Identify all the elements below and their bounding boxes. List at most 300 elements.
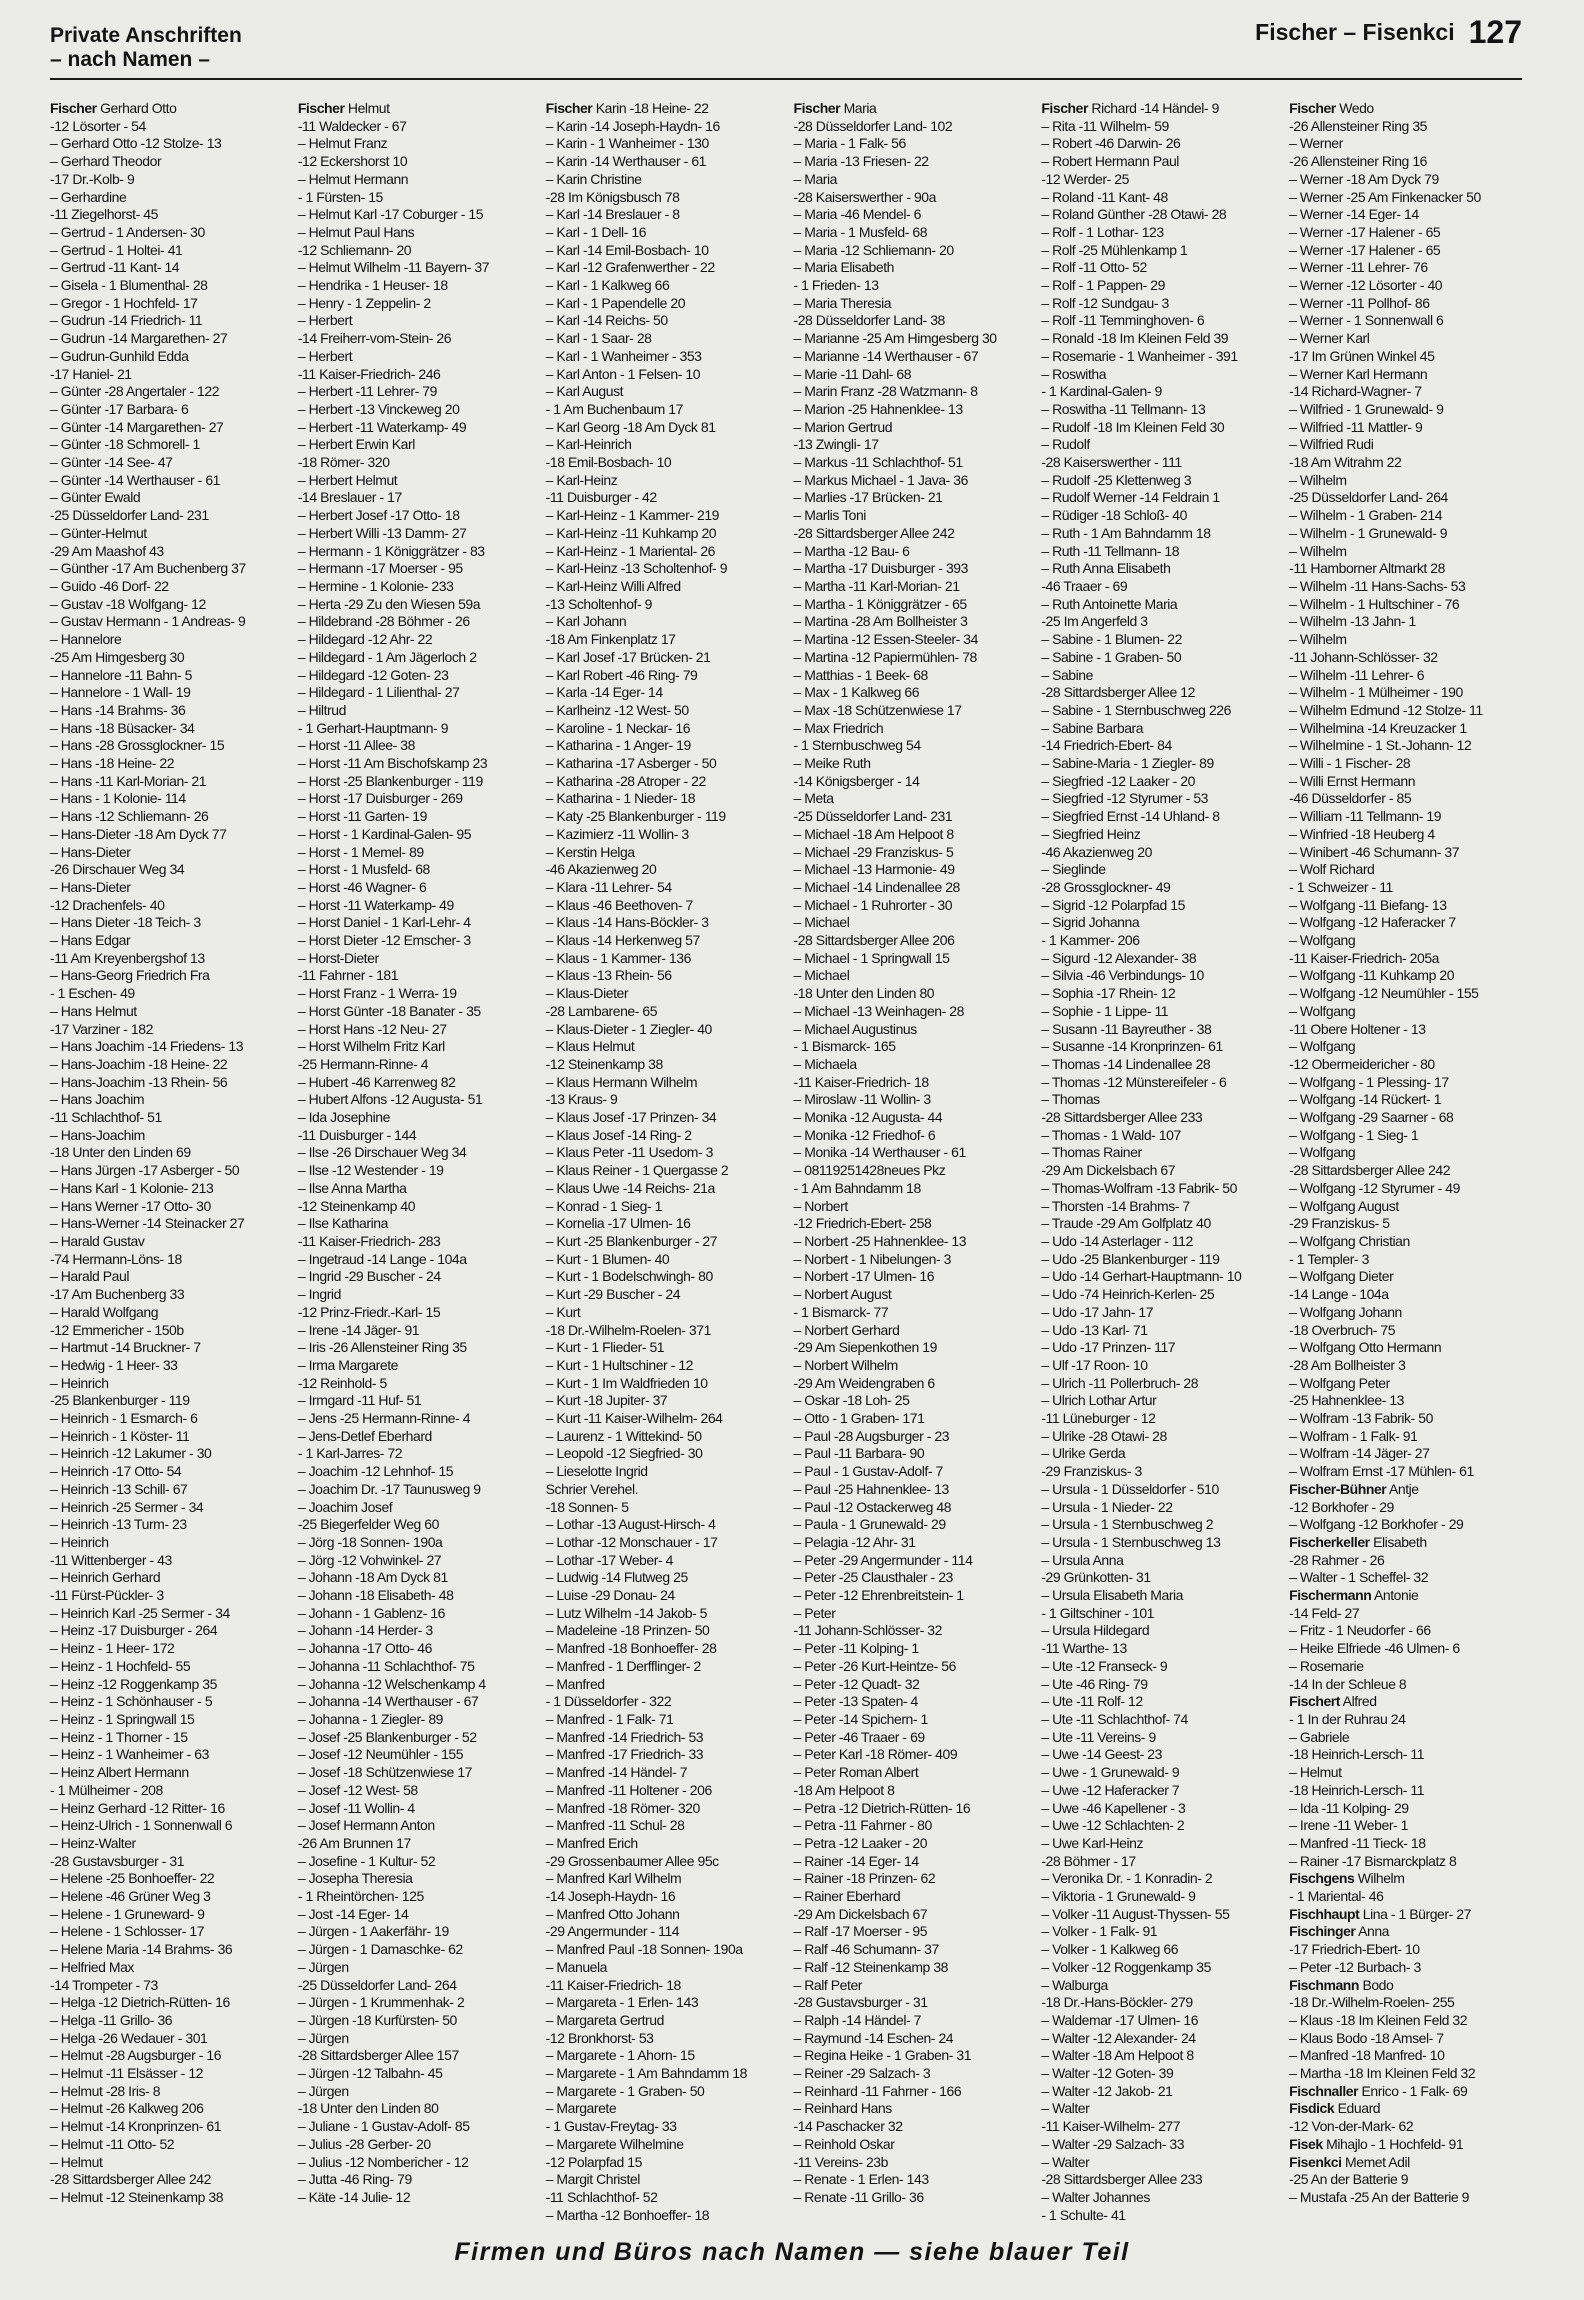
directory-entry: -29 Am Dickelsbach 67	[1041, 1162, 1176, 1179]
directory-entry: – Karl-Heinz -11 Kuhkamp 20	[545, 524, 717, 541]
directory-entry: – Wilhelm -11 Lehrer- 6	[1289, 666, 1425, 683]
directory-entry: -11 Duisburger - 144	[297, 1126, 417, 1143]
directory-entry: – Werner -12 Lösorter - 40	[1289, 277, 1443, 294]
directory-entry: – Petra -11 Fahrner - 80	[793, 1817, 932, 1834]
directory-entry: – Helmut -28 Augsburger - 16	[50, 2047, 222, 2064]
directory-entry: -11 Vereins- 23b	[793, 2153, 888, 2170]
directory-entry: – Walter -29 Salzach- 33	[1041, 2135, 1185, 2152]
directory-entry: – Manfred -14 Händel- 7	[545, 1764, 688, 1781]
directory-entry: – Harald Wolfgang	[50, 1303, 159, 1320]
directory-entry: – Lieselotte Ingrid	[545, 1463, 648, 1480]
directory-entry: – Martha -12 Bonhoeffer- 18	[545, 2206, 710, 2223]
directory-entry: – Margarete - 1 Graben- 50	[545, 2082, 705, 2099]
directory-entry: – Lothar -17 Weber- 4	[545, 1551, 673, 1568]
directory-entry: -18 Römer- 320	[297, 454, 390, 471]
directory-entry: -11 Kaiser-Friedrich- 246	[297, 365, 441, 382]
directory-entry: – Heinz Albert Hermann	[50, 1764, 189, 1781]
directory-entry: – Hans Joachim -14 Friedens- 13	[50, 1038, 244, 1055]
directory-entry: – Werner -18 Am Dyck 79	[1289, 170, 1439, 187]
directory-entry: - 1 Am Bahndamm 18	[793, 1179, 921, 1196]
directory-entry: – Karl Georg -18 Am Dyck 81	[545, 418, 716, 435]
directory-entry: – Karl - 1 Kalkweg 66	[545, 277, 670, 294]
directory-entry: – Udo -14 Asterlager - 112	[1041, 1233, 1193, 1249]
directory-entry: – Gregor - 1 Hochfeld- 17	[50, 294, 198, 311]
directory-entry: Fisek Mihajlo - 1 Hochfeld- 91	[1289, 2135, 1464, 2152]
directory-entry: – Ute -11 Schlachthof- 74	[1041, 1710, 1188, 1727]
directory-entry: - 1 Gustav-Freytag- 33	[545, 2118, 677, 2135]
directory-entry: – Martha -11 Karl-Morian- 21	[793, 577, 960, 594]
directory-entry: – Siegfried -12 Styrumer - 53	[1041, 790, 1209, 807]
directory-entry: – Horst Günter -18 Banater - 35	[297, 1002, 481, 1019]
directory-entry: -14 Joseph-Haydn- 16	[545, 1888, 676, 1905]
directory-entry: – Hildegard - 1 Lilienthal- 27	[297, 684, 460, 701]
directory-entry: – Karl-Heinz Willi Alfred	[545, 577, 681, 594]
directory-entry: – Klaus Peter -11 Usedom- 3	[545, 1144, 713, 1161]
directory-entry: – Manuela	[545, 1958, 607, 1975]
directory-entry: – Wilhelmina -14 Kreuzacker 1	[1289, 719, 1467, 736]
directory-entry: – Wolfgang Dieter	[1289, 1268, 1394, 1285]
directory-entry: – Uwe -14 Geest- 23	[1041, 1746, 1162, 1763]
directory-entry: – Harald Gustav	[50, 1233, 145, 1249]
directory-entry: – Siegfried Heinz	[1041, 825, 1141, 842]
directory-entry: – Karin -14 Werthauser - 61	[545, 153, 706, 170]
directory-entry: – Hans-Joachim -13 Rhein- 56	[50, 1073, 228, 1090]
directory-entry: – Manfred -18 Manfred- 10	[1289, 2047, 1445, 2064]
directory-entry: -28 Sittardsberger Allee 233	[1041, 1109, 1203, 1126]
directory-entry: – Wilhelm -11 Hans-Sachs- 53	[1289, 577, 1466, 594]
directory-entry: – Heinz -17 Duisburger - 264	[50, 1622, 218, 1639]
header-rule	[50, 78, 1522, 80]
directory-entry: – Hans -28 Grossglockner- 15	[50, 737, 225, 754]
directory-entry: – Helmut Franz	[297, 135, 388, 152]
directory-entry: – Laurenz - 1 Wittekind- 50	[545, 1427, 702, 1444]
directory-entry: – Johanna -12 Welschenkamp 4	[297, 1675, 486, 1692]
directory-entry: – Ilse Anna Martha	[297, 1179, 407, 1196]
directory-entry: – Johanna -17 Otto- 46	[297, 1640, 432, 1657]
directory-entry: – Maria - 1 Falk- 56	[793, 135, 906, 152]
directory-entry: -26 Allensteiner Ring 16	[1289, 153, 1427, 170]
directory-entry: – Ralf Peter	[793, 1976, 863, 1993]
directory-entry: -12 Von-der-Mark- 62	[1289, 2118, 1414, 2135]
directory-entry: – Ursula - 1 Sternbuschweg 13	[1041, 1533, 1221, 1550]
directory-entry: – Maria -12 Schliemann- 20	[793, 241, 954, 258]
directory-entry: -12 Borkhofer - 29	[1289, 1498, 1394, 1515]
directory-entry: – Uwe - 1 Grunewald- 9	[1041, 1764, 1180, 1781]
directory-entry: – Heinrich -13 Turm- 23	[50, 1516, 187, 1533]
directory-entry: – Karl -12 Grafenwerther - 22	[545, 259, 715, 276]
directory-entry: -25 Biegerfelder Weg 60	[297, 1516, 439, 1533]
directory-entry: – Hans -11 Karl-Morian- 21	[50, 772, 207, 789]
directory-entry: – Ursula - 1 Nieder- 22	[1041, 1498, 1173, 1515]
directory-entry: – Ralf -17 Moerser - 95	[793, 1923, 928, 1940]
directory-entry: – Manfred -18 Römer- 320	[545, 1799, 700, 1816]
directory-entry: – Jürgen	[297, 2082, 349, 2099]
directory-entry: - 1 Düsseldorfer - 322	[545, 1693, 672, 1710]
directory-entry: – Matthias - 1 Beek- 68	[793, 666, 928, 683]
directory-entry: – Max Friedrich	[793, 719, 884, 736]
directory-entry: – Klaus -46 Beethoven- 7	[545, 896, 693, 913]
directory-entry: – Helmut -14 Kronprinzen- 61	[50, 2118, 222, 2135]
directory-entry: – Ulrike -28 Otawi- 28	[1041, 1427, 1167, 1444]
directory-entry: – Walter -12 Alexander- 24	[1041, 2029, 1196, 2046]
directory-entry: – Wilhelm	[1289, 471, 1347, 488]
directory-entry: – Johann - 1 Gablenz- 16	[297, 1604, 446, 1621]
directory-entry: -26 Allensteiner Ring 35	[1289, 117, 1427, 134]
directory-entry: – Jürgen	[297, 2029, 349, 2046]
directory-entry: – Ursula - 1 Sternbuschweg 2	[1041, 1516, 1214, 1533]
directory-entry: – Herta -29 Zu den Wiesen 59a	[297, 595, 481, 612]
directory-entry: -12 Steinenkamp 40	[297, 1197, 416, 1214]
directory-entry: -11 Duisburger - 42	[545, 489, 657, 506]
directory-entry: – Veronika Dr. - 1 Konradin- 2	[1041, 1870, 1213, 1887]
directory-entry: -28 Gustavsburger - 31	[50, 1852, 185, 1869]
directory-entry: – Meta	[793, 790, 834, 807]
directory-entry: – Monika -12 Augusta- 44	[793, 1109, 943, 1126]
directory-entry: – Karl - 1 Wanheimer - 353	[545, 347, 702, 364]
directory-entry: – Markus -11 Schlachthof- 51	[793, 454, 963, 471]
directory-entry: – Manfred -11 Holtener - 206	[545, 1781, 712, 1798]
directory-entry: – Michael Augustinus	[793, 1020, 917, 1037]
directory-entry: – Martina -28 Am Bollheister 3	[793, 613, 968, 630]
directory-entry: – Rolf - 1 Lothar- 123	[1041, 223, 1164, 240]
directory-entry: – Gerhard Theodor	[50, 153, 162, 170]
directory-entry: -12 Friedrich-Ebert- 258	[793, 1215, 932, 1232]
directory-entry: – Rüdiger -18 Schloß- 40	[1041, 507, 1187, 524]
directory-entry: -46 Akazienweg 20	[1041, 843, 1152, 860]
directory-entry: -11 Schlachthof- 52	[545, 2188, 658, 2205]
directory-entry: – Thomas -12 Münstereifeler - 6	[1041, 1073, 1227, 1090]
directory-entry: – Sabine - 1 Blumen- 22	[1041, 631, 1182, 648]
directory-entry: -14 Richard-Wagner- 7	[1289, 383, 1422, 400]
directory-entry: Fisdick Eduard	[1289, 2100, 1381, 2117]
directory-entry: - 1 Kammer- 206	[1041, 932, 1140, 949]
directory-entry: – Heinrich - 1 Esmarch- 6	[50, 1410, 198, 1427]
directory-entry: – Werner -17 Halener - 65	[1289, 223, 1441, 240]
directory-entry: Fischgens Wilhelm	[1289, 1870, 1405, 1887]
directory-entry: -18 Am Witrahm 22	[1289, 454, 1402, 471]
directory-entry: – Sophia -17 Rhein- 12	[1041, 985, 1176, 1002]
directory-entry: – Johann -18 Elisabeth- 48	[297, 1587, 454, 1604]
directory-entry: – Walter Johannes	[1041, 2188, 1150, 2205]
directory-entry: Fischer Helmut	[297, 100, 390, 116]
directory-entry: – Gisela - 1 Blumenthal- 28	[50, 277, 208, 294]
directory-entry: – Pelagia -12 Ahr- 31	[793, 1533, 916, 1550]
directory-entry: – Irene -14 Jäger- 91	[297, 1321, 420, 1338]
directory-entry: – Käte -14 Julie- 12	[297, 2188, 411, 2205]
directory-column-5	[1041, 100, 1277, 2230]
directory-entry: -12 Polarpfad 15	[545, 2153, 642, 2170]
directory-entry: -25 Hahnenklee- 13	[1289, 1392, 1405, 1409]
directory-entry: – Heinz-Ulrich - 1 Sonnenwall 6	[50, 1817, 233, 1834]
directory-entry: – Norbert Wilhelm	[793, 1356, 898, 1373]
directory-entry: – Ralf -46 Schumann- 37	[793, 1941, 939, 1958]
directory-entry: Fischer Karin -18 Heine- 22	[545, 100, 709, 116]
directory-entry: – Helga -12 Dietrich-Rütten- 16	[50, 1994, 230, 2011]
directory-entry: – Hans -18 Büsacker- 34	[50, 719, 195, 736]
directory-entry: – Ursula Hildegard	[1041, 1622, 1150, 1639]
directory-entry: – Werner -17 Halener - 65	[1289, 241, 1441, 258]
directory-entry: – Josef -25 Blankenburger - 52	[297, 1728, 477, 1745]
directory-entry: – Werner Karl Hermann	[1289, 365, 1428, 382]
directory-entry: – Wolfgang Johann	[1289, 1303, 1402, 1320]
name-range: Fischer – Fisenkci	[1255, 19, 1455, 45]
directory-entry: – Karlheinz -12 West- 50	[545, 701, 689, 718]
directory-entry: – Wolfgang -12 Borkhofer - 29	[1289, 1516, 1464, 1533]
directory-entry: – Karl-Heinrich	[545, 436, 632, 453]
directory-entry: – Walter -18 Am Helpoot 8	[1041, 2047, 1194, 2064]
directory-entry: – Norbert Gerhard	[793, 1321, 900, 1338]
directory-entry: – Margareta Gertrud	[545, 2011, 664, 2028]
directory-entry: – Luise -29 Donau- 24	[545, 1587, 675, 1604]
directory-entry: – Hannelore -11 Bahn- 5	[50, 666, 192, 683]
directory-entry: – Klaus-Dieter	[545, 985, 629, 1002]
directory-entry: – Volker - 1 Kalkweg 66	[1041, 1941, 1179, 1958]
directory-entry: -25 Düsseldorfer Land- 231	[793, 808, 953, 825]
directory-entry: – Martina -12 Essen-Steeler- 34	[793, 631, 978, 648]
directory-entry: – Oskar -18 Loh- 25	[793, 1392, 910, 1409]
directory-entry: – Gustav Hermann - 1 Andreas- 9	[50, 613, 246, 630]
directory-entry: – Hedwig - 1 Heer- 33	[50, 1356, 178, 1373]
directory-entry: – Wolfram Ernst -17 Mühlen- 61	[1289, 1463, 1474, 1480]
directory-entry: – Peter -11 Kolping- 1	[793, 1640, 919, 1657]
directory-entry: – Helmut -26 Kalkweg 206	[50, 2100, 204, 2117]
directory-entry: – Rosemarie	[1289, 1657, 1364, 1674]
directory-entry: – 08119251428neues Pkz	[793, 1162, 946, 1179]
directory-entry: -14 Paschacker 32	[793, 2118, 903, 2135]
directory-entry: – Josef Hermann Anton	[297, 1817, 435, 1834]
directory-entry: -18 Sonnen- 5	[545, 1498, 629, 1515]
directory-entry: – Margarete Wilhelmine	[545, 2135, 684, 2152]
directory-entry: -14 Lange - 104a	[1289, 1286, 1389, 1303]
directory-entry: -74 Hermann-Löns- 18	[50, 1250, 182, 1267]
directory-entry: – Jörg -18 Sonnen- 190a	[297, 1533, 443, 1550]
directory-entry: – Wolfgang -12 Haferacker 7	[1289, 914, 1456, 931]
directory-entry: – William -11 Tellmann- 19	[1289, 808, 1442, 825]
directory-entry: – Horst -17 Duisburger - 269	[297, 790, 463, 807]
directory-entry: -11 Kaiser-Friedrich- 205a	[1289, 949, 1440, 966]
directory-entry: -28 Lambarene- 65	[545, 1002, 658, 1019]
directory-entry: – Werner -11 Lehrer- 76	[1289, 259, 1428, 276]
directory-entry: – Ida -11 Kolping- 29	[1289, 1799, 1409, 1816]
directory-entry: -11 Hamborner Altmarkt 28	[1289, 560, 1445, 577]
directory-entry: – Volker - 1 Falk- 91	[1041, 1923, 1158, 1940]
directory-entry: – Siegfried Ernst -14 Uhland- 8	[1041, 808, 1220, 825]
directory-entry: – Rolf -11 Otto- 52	[1041, 259, 1147, 276]
directory-entry: – Norbert August	[793, 1286, 892, 1303]
directory-entry: – Karla -14 Eger- 14	[545, 684, 663, 701]
directory-entry: – Heinrich -12 Lakumer - 30	[50, 1445, 212, 1462]
directory-entry: – Manfred Otto Johann	[545, 1905, 680, 1922]
directory-entry: – Uwe -46 Kapellener - 3	[1041, 1799, 1186, 1816]
directory-entry: – Roland -11 Kant- 48	[1041, 188, 1168, 205]
directory-entry: – Volker -11 August-Thyssen- 55	[1041, 1905, 1230, 1922]
directory-column-3	[546, 100, 782, 2230]
directory-entry: – Hans -14 Brahms- 36	[50, 701, 186, 718]
directory-entry: – Johanna -11 Schlachthof- 75	[297, 1657, 475, 1674]
directory-entry: -11 Lüneburger - 12	[1041, 1410, 1156, 1427]
directory-entry: Fischermann Antonie	[1289, 1587, 1419, 1604]
directory-entry: – Sabine	[1041, 666, 1093, 683]
directory-entry: – Wilfried -11 Mattler- 9	[1289, 418, 1423, 435]
directory-entry: – Jörg -12 Vohwinkel- 27	[297, 1551, 442, 1568]
directory-entry: – Günter-Helmut	[50, 524, 147, 541]
directory-entry: -29 Angermunder - 114	[545, 1923, 680, 1940]
directory-entry: – Ilse Katharina	[297, 1215, 388, 1232]
directory-entry: – Hans-Dieter	[50, 843, 131, 860]
directory-entry: – Peter -46 Traaer - 69	[793, 1728, 925, 1745]
directory-entry: – Manfred -11 Schul- 28	[545, 1817, 685, 1834]
directory-entry: – Heinrich -13 Schill- 67	[50, 1480, 188, 1497]
directory-entry: – Katy -25 Blankenburger - 119	[545, 808, 726, 825]
directory-entry: – Peter -12 Burbach- 3	[1289, 1958, 1421, 1975]
directory-entry: – Johanna - 1 Ziegler- 89	[297, 1710, 444, 1727]
directory-entry: – Hildebrand -28 Böhmer - 26	[297, 613, 470, 630]
directory-entry: – Josef -11 Wollin- 4	[297, 1799, 415, 1816]
directory-entry: -28 Sittardsberger Allee 157	[297, 2047, 459, 2064]
directory-entry: – Peter -26 Kurt-Heintze- 56	[793, 1657, 956, 1674]
directory-entry: – Paul -12 Ostackerweg 48	[793, 1498, 952, 1515]
directory-entry: – Karl Josef -17 Brücken- 21	[545, 648, 711, 665]
directory-entry: – Ida Josephine	[297, 1109, 390, 1126]
directory-entry: -12 Reinhold- 5	[297, 1374, 387, 1391]
directory-entry: – Günter -14 Margarethen- 27	[50, 418, 224, 435]
directory-entry: – Michael -13 Harmonie- 49	[793, 861, 955, 878]
directory-entry: -11 Schlachthof- 51	[50, 1109, 162, 1126]
directory-entry: – Thomas Rainer	[1041, 1144, 1142, 1161]
directory-entry: – Wolfram -14 Jäger- 27	[1289, 1445, 1430, 1462]
directory-entry: -25 Düsseldorfer Land- 264	[1289, 489, 1448, 506]
section-title	[50, 24, 242, 72]
directory-entry: – Irmgard -11 Huf- 51	[297, 1392, 422, 1409]
directory-entry: -11 Waldecker - 67	[297, 117, 407, 134]
directory-entry: -28 Im Königsbusch 78	[545, 188, 680, 205]
directory-entry: – Margarete - 1 Am Bahndamm 18	[545, 2065, 747, 2082]
directory-entry: – Hans-Joachim -18 Heine- 22	[50, 1055, 228, 1072]
directory-entry: – Sabine - 1 Sternbuschweg 226	[1041, 701, 1231, 718]
directory-entry: – Günter -18 Schmorell- 1	[50, 436, 200, 453]
directory-entry: – Karl -14 Breslauer - 8	[545, 206, 680, 223]
directory-entry: - 1 Mariental- 46	[1289, 1888, 1384, 1905]
directory-entry: – Helga -11 Grillo- 36	[50, 2011, 173, 2028]
directory-entry: – Helga -26 Wedauer - 301	[50, 2029, 208, 2046]
directory-entry: – Hans - 1 Kolonie- 114	[50, 790, 186, 807]
directory-entry: – Hans-Dieter	[50, 878, 131, 895]
directory-entry: – Karl-Heinz - 1 Kammer- 219	[545, 507, 720, 524]
directory-entry: – Sieglinde	[1041, 861, 1106, 878]
directory-entry: - 1 Rheintörchen- 125	[297, 1888, 424, 1905]
directory-entry: – Hans Jürgen -17 Asberger - 50	[50, 1162, 240, 1179]
directory-entry: Fischinger Anna	[1289, 1923, 1390, 1940]
directory-entry: – Roswitha -11 Tellmann- 13	[1041, 400, 1206, 417]
directory-entry: -14 Trompeter - 73	[50, 1976, 158, 1993]
directory-entry: – Peter -12 Quadt- 32	[793, 1675, 920, 1692]
directory-entry: – Günter -17 Barbara- 6	[50, 400, 189, 417]
directory-entry: – Rita -11 Wilhelm- 59	[1041, 117, 1169, 134]
directory-entry: – Herbert -11 Lehrer- 79	[297, 383, 437, 400]
directory-entry: – Udo -17 Jahn- 17	[1041, 1303, 1154, 1320]
directory-entry: -11 Kaiser-Wilhelm- 277	[1041, 2118, 1181, 2135]
directory-entry: – Helmut -12 Steinenkamp 38	[50, 2188, 224, 2205]
directory-entry: – Werner -11 Pollhof- 86	[1289, 294, 1430, 311]
directory-entry: – Wolfgang	[1289, 932, 1356, 949]
directory-entry: -18 Emil-Bosbach- 10	[545, 454, 672, 471]
directory-entry: – Günter Ewald	[50, 489, 141, 506]
directory-entry: – Walter	[1041, 2153, 1090, 2170]
directory-entry: – Jürgen -18 Kurfürsten- 50	[297, 2011, 457, 2028]
directory-entry: – Max - 1 Kalkweg 66	[793, 684, 920, 701]
directory-entry: – Helmut	[50, 2153, 103, 2170]
directory-entry: -28 Kaiserswerther - 90a	[793, 188, 936, 205]
directory-entry: -18 Heinrich-Lersch- 11	[1289, 1781, 1425, 1798]
directory-entry: – Wolfgang -29 Saarner - 68	[1289, 1109, 1454, 1126]
section-title-line1: Private Anschriften	[50, 24, 242, 47]
directory-entry: – Sabine-Maria - 1 Ziegler- 89	[1041, 755, 1214, 772]
directory-entry: -28 Kaiserswerther - 111	[1041, 454, 1182, 471]
directory-entry: – Horst -11 Garten- 19	[297, 808, 427, 825]
directory-entry: – Michael - 1 Ruhrorter - 30	[793, 896, 953, 913]
directory-entry: – Helene Maria -14 Brahms- 36	[50, 1941, 233, 1958]
directory-entry: – Wolfgang -14 Rückert- 1	[1289, 1091, 1442, 1108]
directory-entry: – Fritz - 1 Neudorfer - 66	[1289, 1622, 1431, 1639]
directory-entry: – Kurt -29 Buscher - 24	[545, 1286, 681, 1303]
directory-entry: -12 Lösorter - 54	[50, 117, 146, 134]
directory-entry: -28 Gustavsburger - 31	[793, 1994, 928, 2011]
directory-entry: -18 Overbruch- 75	[1289, 1321, 1396, 1338]
directory-entry: – Horst - 1 Musfeld- 68	[297, 861, 430, 878]
directory-entry: – Michael -13 Weinhagen- 28	[793, 1002, 964, 1019]
directory-entry: – Margarete - 1 Ahorn- 15	[545, 2047, 695, 2064]
directory-entry: – Max -18 Schützenwiese 17	[793, 701, 962, 718]
directory-entry: -28 Düsseldorfer Land- 38	[793, 312, 945, 329]
directory-entry: -18 Dr.-Wilhelm-Roelen- 255	[1289, 1994, 1455, 2011]
directory-entry: – Hildegard -12 Goten- 23	[297, 666, 449, 683]
directory-entry: -29 Am Siepenkothen 19	[793, 1339, 937, 1356]
directory-entry: – Manfred - 1 Derfflinger- 2	[545, 1657, 701, 1674]
directory-entry: - 1 Sternbuschweg 54	[793, 737, 921, 754]
directory-entry: – Wilhelm - 1 Hultschiner - 76	[1289, 595, 1460, 612]
directory-entry: – Ursula Anna	[1041, 1551, 1124, 1568]
directory-entry: – Helene - 1 Gruneward- 9	[50, 1905, 205, 1922]
directory-entry: – Helfried Max	[50, 1958, 134, 1975]
directory-entry: – Udo -74 Heinrich-Kerlen- 25	[1041, 1286, 1215, 1303]
directory-entry: – Herbert -11 Waterkamp- 49	[297, 418, 467, 435]
directory-entry: -29 Grünkotten- 31	[1041, 1569, 1151, 1586]
directory-entry: – Wolfgang Christian	[1289, 1233, 1410, 1249]
directory-entry: -11 Am Kreyenbergshof 13	[50, 949, 205, 966]
directory-entry: – Hermann -17 Moerser - 95	[297, 560, 463, 577]
directory-entry: – Helmut -11 Otto- 52	[50, 2135, 175, 2152]
directory-entry: – Johann -14 Herder- 3	[297, 1622, 433, 1639]
directory-entry: – Rudolf -18 Im Kleinen Feld 30	[1041, 418, 1225, 435]
directory-entry: – Otto - 1 Graben- 171	[793, 1410, 925, 1427]
directory-entry: -17 Friedrich-Ebert- 10	[1289, 1941, 1420, 1958]
directory-entry: – Hannelore - 1 Wall- 19	[50, 684, 191, 701]
directory-entry: – Heinz - 1 Thorner - 15	[50, 1728, 188, 1745]
directory-entry: – Manfred -11 Tieck- 18	[1289, 1834, 1426, 1851]
directory-entry: -46 Traaer - 69	[1041, 577, 1128, 594]
directory-entry: – Susann -11 Bayreuther - 38	[1041, 1020, 1212, 1037]
directory-entry: -18 Am Helpoot 8	[793, 1781, 895, 1798]
directory-entry: – Petra -12 Dietrich-Rütten- 16	[793, 1799, 971, 1816]
directory-entry: -17 Haniel- 21	[50, 365, 132, 382]
directory-entry: -17 Im Grünen Winkel 45	[1289, 347, 1435, 364]
directory-entry: Fischer-Bühner Antje	[1289, 1480, 1419, 1497]
directory-entry: – Peter -14 Spichern- 1	[793, 1710, 928, 1727]
directory-entry: - 1 Bismarck- 77	[793, 1303, 889, 1320]
directory-entry: – Karoline - 1 Neckar- 16	[545, 719, 691, 736]
directory-entry: – Horst -46 Wagner- 6	[297, 878, 427, 895]
directory-entry: – Ruth Antoinette Maria	[1041, 595, 1178, 612]
